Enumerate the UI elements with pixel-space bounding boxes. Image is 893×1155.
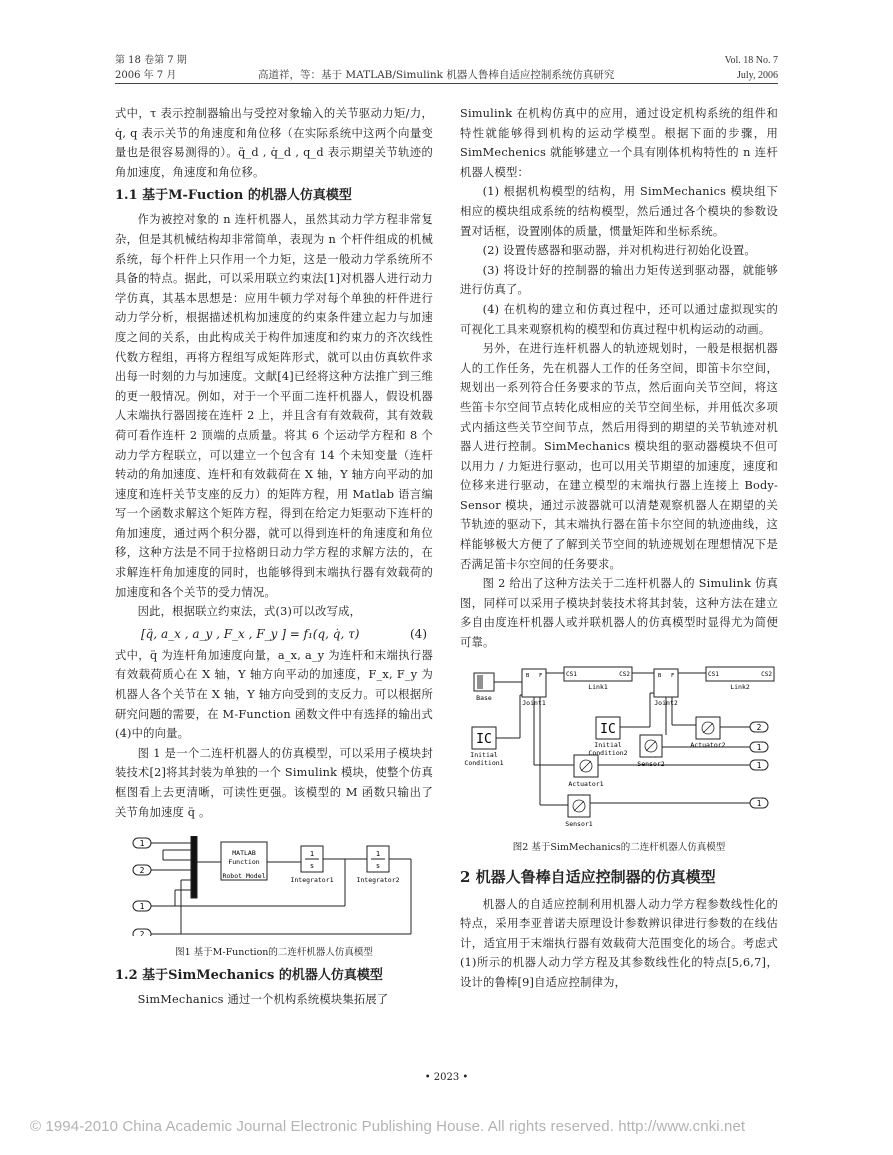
- figure-2-diagram: [460, 665, 778, 831]
- fig2-ic2-glyph: IC: [600, 721, 616, 737]
- fig2-link2-cs2: CS2: [761, 670, 772, 678]
- fig2-joint2-b: B: [658, 672, 662, 679]
- fig1-matlab-fn-line1: MATLAB: [232, 849, 256, 858]
- left-column: [115, 104, 433, 1010]
- fig2-outport-2: 2: [756, 722, 762, 732]
- fig2-outport-1b: 1: [756, 760, 762, 770]
- paragraph: Simulink 在机构仿真中的应用，通过设定机构系统的组件和特性就能够得到机构的运动学模型。根据下面的步骤，用 SimMechenics 就能够建立一个具有刚体机构特性的 n 连杆机器人模型：: [460, 107, 778, 179]
- step-3: (3) 将设计好的控制器的输出力矩传送到驱动器，就能够进行仿真了。: [460, 263, 778, 297]
- fig2-joint1-f: F: [539, 672, 543, 679]
- paragraph: 另外，在进行连杆机器人的轨迹规划时，一般是根据机器人的工作任务，先在机器人工作的任务空间，即笛卡尔空间，规划出一系列符合任务要求的节点，然后面向关节空间，将这些笛卡尔空间节点转化成相应的关节空间坐标，并用低次多项式内插这些关节空间节点，然后用得到的期望的关节轨迹对机器人进行控制。SimMechanics 模块组的驱动器模块不但可以用力 / 力矩进行驱动，也可以用关节期望的加速度，速度和位移来进行驱动，在建立模型的末端执行器上连接上 Body-Sensor 模块，通过示波器就可以清楚观察机器人在期望的关节轨迹的驱动下，其末端执行器在笛卡尔空间的轨迹曲线，这样能够极大方便了了解到关节空间的轨迹规划在理想情况下是否满足笛卡尔空间的任务要求。: [460, 342, 778, 571]
- fig2-link1-cs1: CS1: [566, 670, 577, 678]
- fig2-ic2-line2: Condition2: [588, 748, 628, 757]
- fig2-link1-label: Link1: [588, 682, 608, 691]
- fig2-joint1-label: Joint1: [522, 698, 546, 707]
- paragraph: 图 1 是一个二连杆机器人的仿真模型，可以采用子模块封装技术[2]将其封装为单独的一个 Simulink 模块，使整个仿真框图看上去更清晰，可读性更强。该模型的 M 函数只输出了关节角加速度 q̈ 。: [115, 746, 433, 819]
- journal-date-cn: 2006 年 7 月: [115, 70, 177, 81]
- step-4: (4) 在机构的建立和仿真过程中，还可以通过虚拟现实的可视化工具来观察机构的模型和仿真过程中机构运动的动画。: [460, 302, 778, 336]
- fig2-joint2-label: Joint2: [654, 698, 678, 707]
- fig1-integrator1-label: Integrator1: [290, 876, 334, 885]
- fig2-base-label: Base: [476, 693, 492, 702]
- section-heading-2: 2 机器人鲁棒自适应控制器的仿真模型: [460, 867, 716, 886]
- fig1-inport-1: 1: [139, 839, 145, 849]
- step-1: (1) 根据机构模型的结构，用 SimMechanics 模块组下相应的模块组成系统的结构模型，然后通过各个模块的参数设置对话框，设置刚体的质量，惯量矩阵和坐标系统。: [460, 185, 778, 238]
- equation-4: [115, 622, 433, 646]
- fig1-robot-model-label: Robot Model: [222, 872, 266, 881]
- journal-volume-cn: 第 18 卷第 7 期: [115, 55, 187, 66]
- fig2-outport-1a: 1: [756, 742, 762, 752]
- fig2-outport-1c: 1: [756, 798, 762, 808]
- fig2-joint2-f: F: [671, 672, 675, 679]
- fig2-ic1-line2: Condition1: [464, 758, 504, 767]
- fig2-sensor1-label: Sensor1: [565, 819, 593, 828]
- fig1-inport-2: 2: [139, 866, 145, 876]
- copyright-watermark: © 1994-2010 China Academic Journal Electronic Publishing House. All rights reserved. http://www.cnki.net: [30, 1118, 746, 1135]
- fig1-int2-den: s: [375, 862, 381, 871]
- paragraph: 式中，τ 表示控制器输出与受控对象输入的关节驱动力矩/力，q̇, q 表示关节的角速度和角位移（在实际系统中这两个向量变量也是很容易测得的）。q̈_d , q̇_d , q_d 表示期望关节轨迹的角加速度，角速度和角位移。: [115, 107, 433, 179]
- figure-2: [460, 665, 778, 855]
- section-heading-1-1: 1.1 基于M-Fuction 的机器人仿真模型: [115, 188, 352, 204]
- step-2: (2) 设置传感器和驱动器，并对机构进行初始化设置。: [482, 244, 756, 258]
- equation-number: (4): [410, 626, 427, 641]
- fig2-actuator2-label: Actuator2: [690, 740, 726, 749]
- fig2-ic2-line1: Initial: [594, 740, 622, 749]
- fig2-joint1-b: B: [526, 672, 530, 679]
- fig1-int1-den: s: [309, 862, 315, 871]
- fig2-ic1-line1: Initial: [470, 750, 498, 759]
- paragraph: SimMechanics 通过一个机构系统模块集拓展了: [137, 993, 389, 1007]
- paragraph: 式中，q̈ 为连杆角加速度向量，a_x, a_y 为连杆和末端执行器有效载荷质心在 X 轴，Y 轴方向平动的加速度，F_x, F_y 为机器人各个关节在 X 轴，Y 轴方向受到的支反力。可以根据所研究问题的需要，在 M-Function 函数文件中有选择的输出式(4)中的向量。: [115, 648, 433, 741]
- page-number: • 2023 •: [424, 1072, 469, 1083]
- journal-volume-en: Vol. 18 No. 7: [724, 55, 778, 66]
- header-rule: [115, 83, 778, 84]
- figure-1-caption: 图1 基于M-Function的二连杆机器人仿真模型: [175, 947, 373, 959]
- fig2-actuator1-label: Actuator1: [568, 779, 604, 788]
- figure-1-diagram: [115, 836, 433, 936]
- journal-date-en: July, 2006: [736, 70, 778, 81]
- fig1-outport-2: 2: [139, 930, 145, 937]
- fig2-link2-cs1: CS1: [708, 670, 719, 678]
- fig2-ic1-glyph: IC: [476, 731, 492, 747]
- fig2-sensor2-label: Sensor2: [637, 759, 665, 768]
- running-title: 高道祥，等：基于 MATLAB/Simulink 机器人鲁棒自适应控制系统仿真研究: [258, 69, 615, 81]
- paragraph: 因此，根据联立约束法，式(3)可以改写成，: [137, 605, 362, 619]
- paragraph: 机器人的自适应控制利用机器人动力学方程参数线性化的特点，采用李亚普诺夫原理设计参数辨识律进行参数的在线估计，适宜用于末端执行器有效载荷大范围变化的场合。考虑式(1)所示的机器人动力学方程及其参数线性化的特点[5,6,7]，设计的鲁棒[9]自适应控制律为，: [460, 897, 778, 989]
- fig1-outport-1: 1: [139, 902, 145, 912]
- paragraph: 作为被控对象的 n 连杆机器人，虽然其动力学方程非常复杂，但是其机械结构却非常简单，表现为 n 个杆件组成的机械系统，每个杆件上只作用一个力矩，这是一般动力学系统所不具备的特点。据此，可以采用联立约束法[1]对机器人进行动力学仿真，其基本思想是：应用牛顿力学对每个单独的杆件进行动力学分析，根据描述机构加速度的约束条件建立起力与加速度之间的关系，由此构成关于构件加速度和约束力的齐次线性代数方程组，再将方程组写成矩阵形式，就可以由仿真软件求出每一时刻的力与加速度。文献[4]已经将这种方法推广到三维的更一般情况。例如，对于一个平面二连杆机器人，假设机器人末端执行器固接在连杆 2 上，并且含有有效载荷，其有效载荷可看作连杆 2 顶端的点质量。将其 6 个运动学方程和 8 个动力学方程联立，可以建立一个包含有 14 个未知变量（连杆转动的角加速度、连杆和有效载荷在 X 轴，Y 轴方向平动的加速度和连杆关节支座的反力）的矩阵方程，用 Matlab 语言编写一个函数求解这个矩阵方程，得到在给定力矩驱动下连杆的角加速度，通过两个积分器，就可以得到连杆的角速度和角位移，这种方法是不同于拉格朗日动力学方程的求解方法的，在求解连杆角加速度的同时，也能够得到末端执行器有效载荷的加速度和各个关节的受力情况。: [115, 213, 433, 599]
- fig1-matlab-fn-line2: Function: [228, 858, 260, 867]
- paragraph: 图 2 给出了这种方法关于二连杆机器人的 Simulink 仿真图，同样可以采用子模块封装技术将其封装，这种方法在建立多自由度连杆机器人或并联机器人的仿真模型时显得尤为简便可靠。: [460, 577, 778, 650]
- equation-body: [q̈, a_x , a_y , F_x , F_y ] = f₁(q, q̇, τ): [141, 626, 360, 641]
- fig1-int1-num: 1: [309, 850, 315, 859]
- fig1-int2-num: 1: [375, 850, 381, 859]
- figure-2-caption: 图2 基于SimMechanics的二连杆机器人仿真模型: [512, 841, 726, 853]
- section-heading-1-2: 1.2 基于SimMechanics 的机器人仿真模型: [115, 968, 383, 984]
- fig2-link1-cs2: CS2: [619, 670, 630, 678]
- fig1-integrator2-label: Integrator2: [356, 876, 400, 885]
- figure-1: [115, 836, 433, 960]
- fig2-link2-label: Link2: [730, 682, 750, 691]
- right-column: [460, 104, 778, 993]
